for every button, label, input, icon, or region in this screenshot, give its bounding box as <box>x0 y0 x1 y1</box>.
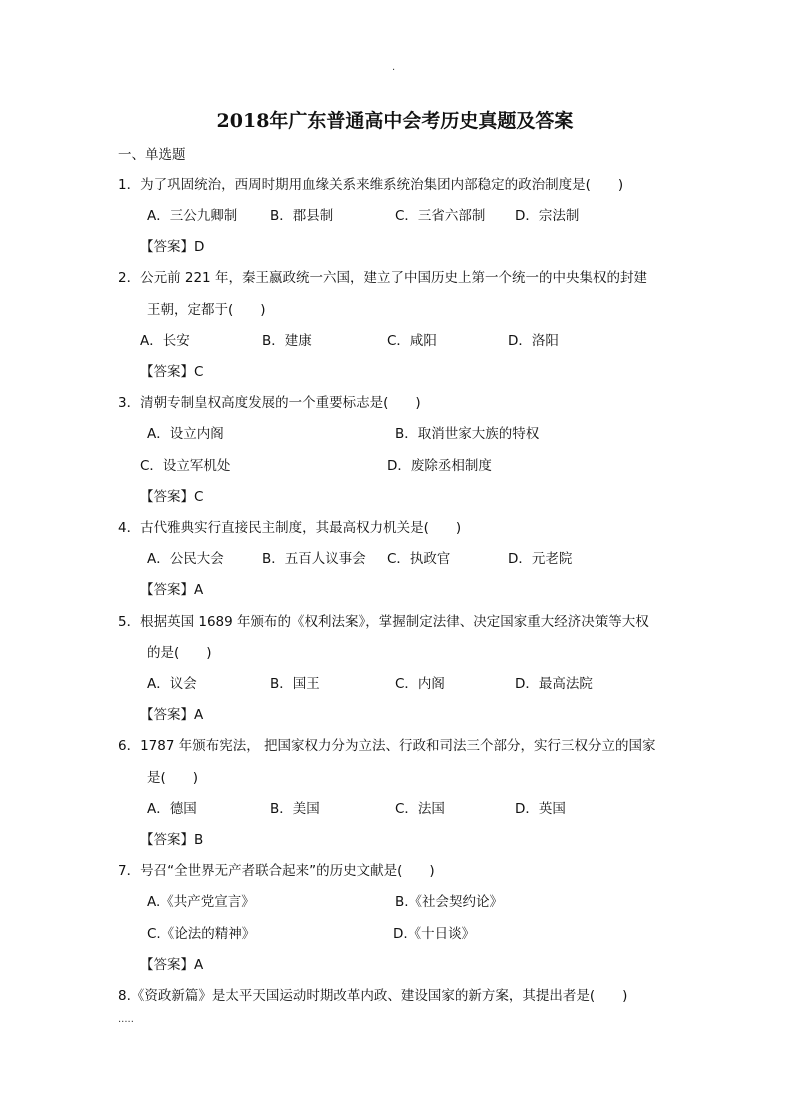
option-d: D．英国 <box>515 801 566 817</box>
question-stem: 1．为了巩固统治，西周时期用血缘关系来维系统治集团内部稳定的政治制度是( ) <box>118 177 624 193</box>
question-stem: 7．号召“全世界无产者联合起来”的历史文献是( ) <box>118 863 435 879</box>
option-b: B．建康 <box>262 333 312 349</box>
question-stem-cont: 的是( ) <box>147 645 212 661</box>
option-c: C．法国 <box>395 801 445 817</box>
option-c: C．三省六部制 <box>395 208 486 224</box>
header-mark: . <box>392 62 396 73</box>
answer: 【答案】A <box>140 707 204 723</box>
option-a: A．德国 <box>147 801 197 817</box>
question-stem-cont: 是( ) <box>147 770 199 786</box>
question-stem: 2．公元前 221 年，秦王嬴政统一六国，建立了中国历史上第一个统一的中央集权的封建 <box>118 270 647 286</box>
question-stem: 4．古代雅典实行直接民主制度，其最高权力机关是( ) <box>118 520 462 536</box>
answer: 【答案】B <box>140 832 204 848</box>
question-stem: 8.《资政新篇》是太平天国运动时期改革内政、建设国家的新方案，其提出者是( ) <box>118 988 628 1004</box>
question-stem: 6．1787 年颁布宪法， 把国家权力分为立法、行政和司法三个部分，实行三权分立的国家 <box>118 738 656 754</box>
option-c: C.《论法的精神》 <box>147 926 256 942</box>
option-c: C．执政官 <box>387 551 451 567</box>
question-stem-cont: 王朝，定都于( ) <box>147 302 266 318</box>
question-stem: 5．根据英国 1689 年颁布的《权利法案》，掌握制定法律、决定国家重大经济决策等大权 <box>118 614 649 630</box>
option-b: B．五百人议事会 <box>262 551 366 567</box>
option-c: C．内阁 <box>395 676 445 692</box>
option-b: B．国王 <box>270 676 320 692</box>
option-d: D．废除丞相制度 <box>387 458 492 474</box>
option-a: A．设立内阁 <box>147 426 224 442</box>
answer: 【答案】A <box>140 582 204 598</box>
option-a: A．议会 <box>147 676 197 692</box>
option-b: B．郡县制 <box>270 208 334 224</box>
answer: 【答案】C <box>140 364 204 380</box>
question-stem: 3．清朝专制皇权高度发展的一个重要标志是( ) <box>118 395 421 411</box>
option-c: C．咸阳 <box>387 333 437 349</box>
option-a: A.《共产党宣言》 <box>147 894 255 910</box>
option-d: D．洛阳 <box>508 333 559 349</box>
option-b: B．美国 <box>270 801 320 817</box>
answer: 【答案】C <box>140 489 204 505</box>
footer-mark: ..... <box>118 1014 134 1025</box>
option-a: A．三公九卿制 <box>147 208 238 224</box>
answer: 【答案】D <box>140 239 205 255</box>
option-c: C．设立军机处 <box>140 458 231 474</box>
option-d: D．最高法院 <box>515 676 593 692</box>
option-d: D.《十日谈》 <box>393 926 476 942</box>
option-d: D．宗法制 <box>515 208 580 224</box>
section-heading: 一、单选题 <box>118 147 186 163</box>
option-b: B．取消世家大族的特权 <box>395 426 540 442</box>
option-d: D．元老院 <box>508 551 573 567</box>
page-title: 2018年广东普通高中会考历史真题及答案 <box>216 110 574 132</box>
answer: 【答案】A <box>140 957 204 973</box>
option-a: A．长安 <box>140 333 190 349</box>
option-a: A．公民大会 <box>147 551 224 567</box>
option-b: B.《社会契约论》 <box>395 894 504 910</box>
